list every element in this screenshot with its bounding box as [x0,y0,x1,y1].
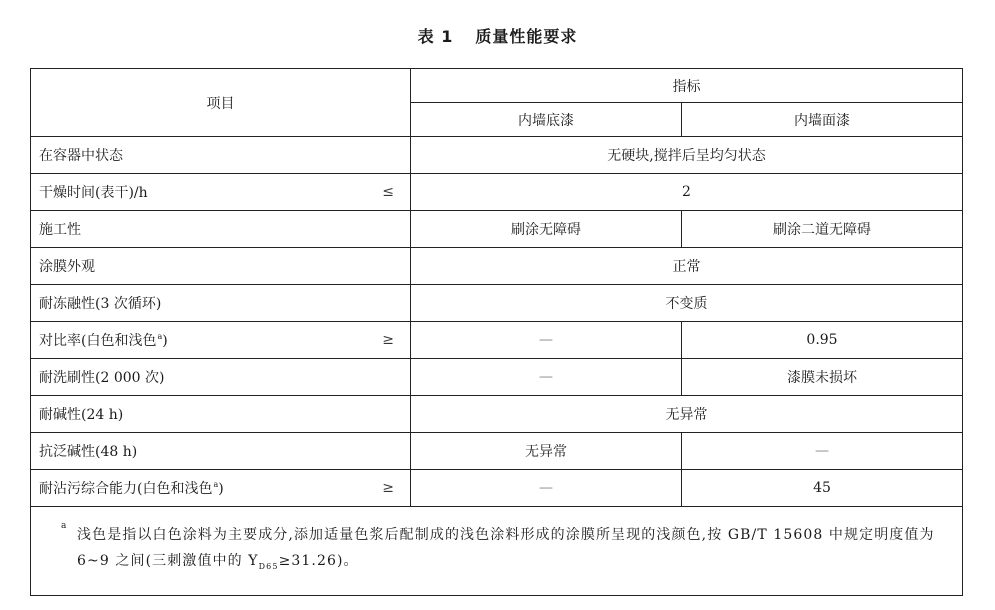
row-primer-value: — [411,359,682,396]
comparison-symbol: ≤ [382,184,394,200]
row-item: 涂膜外观 [31,248,411,285]
row-value: 2 [411,174,963,211]
row-primer-value: 无异常 [411,433,682,470]
comparison-symbol: ≥ [382,480,394,496]
header-row [31,69,963,103]
row-item: 干燥时间(表干)/h ≤ [31,174,411,211]
table-row [31,433,963,470]
row-topcoat-value: — [682,433,963,470]
header-primer: 内墙底漆 [411,103,682,137]
row-item: 耐冻融性(3 次循环) [31,285,411,322]
row-item: 在容器中状态 [31,137,411,174]
footnote-text-end: ≥31.26)。 [278,553,359,570]
row-primer-value: — [411,470,682,507]
row-topcoat-value: 0.95 [682,322,963,359]
table-row [31,285,963,322]
table-number: 表 1 [417,27,454,46]
row-primer-value: — [411,322,682,359]
table-row [31,174,963,211]
footnote-mark: a [61,521,68,531]
footnote-text: 浅色是指以白色涂料为主要成分,添加适量色浆后配制成的浅色涂料形成的涂膜所呈现的浅颜色,按 GB/T 15608 中规定明度值为 6~9 之间(三刺激值中的 Y [77,527,935,570]
table-caption: 质量性能要求 [475,27,578,46]
row-value: 不变质 [411,285,963,322]
row-topcoat-value: 刷涂二道无障碍 [682,211,963,248]
row-item: 对比率(白色和浅色$^a$) ≥ [31,322,411,359]
header-indicator: 指标 [411,69,963,103]
footnote [31,507,963,596]
row-item: 耐沾污综合能力(白色和浅色$^a$) ≥ [31,470,411,507]
header-item: 项目 [31,69,411,137]
row-item: 抗泛碱性(48 h) [31,433,411,470]
table-row [31,137,963,174]
footnote-row [31,507,963,596]
row-topcoat-value: 漆膜未损坏 [682,359,963,396]
row-value: 无异常 [411,396,963,433]
quality-requirements-table [30,68,963,596]
header-topcoat: 内墙面漆 [682,103,963,137]
row-item: 耐洗刷性(2 000 次) [31,359,411,396]
row-topcoat-value: 45 [682,470,963,507]
footnote-subscript: D65 [258,561,279,571]
table-row [31,470,963,507]
table-row [31,359,963,396]
table-row [31,248,963,285]
row-item: 耐碱性(24 h) [31,396,411,433]
row-value: 无硬块,搅拌后呈均匀状态 [411,137,963,174]
row-value: 正常 [411,248,963,285]
table-row [31,322,963,359]
row-item: 施工性 [31,211,411,248]
table-title [0,24,995,47]
row-primer-value: 刷涂无障碍 [411,211,682,248]
table-row [31,396,963,433]
comparison-symbol: ≥ [382,332,394,348]
table-row [31,211,963,248]
